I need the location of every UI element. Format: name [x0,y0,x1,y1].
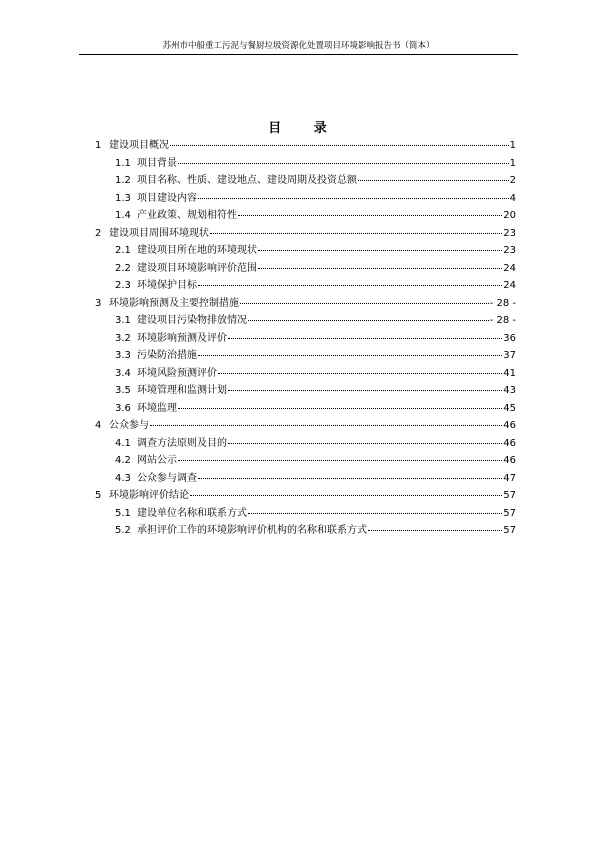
toc-entry[interactable] [95,295,516,313]
toc-dot-leader [210,233,502,234]
toc-entry-page: 46 [503,455,516,466]
toc-entry[interactable] [95,400,516,418]
toc-entry-page: 24 [503,262,516,274]
toc-entry[interactable] [95,505,516,523]
toc-entry-label: 网站公示 [137,455,177,466]
toc-entry-label: 产业政策、规划相符性 [137,210,237,221]
toc-entry-label: 建设项目概况 [109,140,169,151]
toc-dot-leader [368,530,502,531]
toc-entry-page: 46 [503,420,516,431]
toc-dot-leader [190,495,502,496]
toc-entry-number: 1.4 [115,210,131,221]
toc-entry-label: 建设项目周围环境现状 [109,227,209,239]
toc-entry[interactable] [95,470,516,488]
toc-title: 目 录 [268,121,341,136]
toc-entry[interactable] [95,190,516,208]
toc-entry-number: 1.1 [115,157,131,169]
toc-entry-number: 1.3 [115,192,131,204]
toc-entry[interactable] [95,365,516,383]
toc-entry-number: 4 [95,420,102,431]
toc-dot-leader [258,268,502,269]
toc-entry-number: 5 [95,490,102,501]
toc-dot-leader [178,163,509,164]
toc-entry-label: 环境影响评价结论 [109,490,189,501]
toc-entry[interactable] [95,417,516,435]
toc-entry[interactable] [95,260,516,278]
toc-dot-leader [358,180,509,181]
toc-entry-label: 环境监理 [137,402,177,414]
toc-entry-number: 1 [95,140,102,151]
toc-entry-number: 2.3 [115,280,131,291]
toc-entry-label: 项目名称、性质、建设地点、建设周期及投资总额 [137,175,357,186]
toc-entry-page: 1 [509,140,516,151]
toc-dot-leader [198,355,502,356]
toc-entry-number: 5.1 [115,507,131,519]
toc-entry-label: 调查方法原则及目的 [137,437,227,449]
toc-entry[interactable] [95,347,516,365]
toc-entry-page: 2 [509,175,516,186]
toc-entry[interactable] [95,242,516,260]
toc-entry-page: 47 [503,472,516,484]
toc-dot-leader [198,478,502,479]
toc-entry-label: 建设项目污染物排放情况 [137,315,247,326]
header-rule [79,54,518,55]
toc-entry[interactable] [95,155,516,173]
toc-entry-page: 1 [509,157,516,169]
toc-entry-number: 4.3 [115,472,131,484]
toc-entry[interactable] [95,207,516,225]
toc-entry-page: 20 [503,210,516,221]
toc-entry-label: 公众参与调查 [137,472,197,484]
toc-entry[interactable] [95,487,516,505]
toc-entry-page: 23 [503,227,516,239]
toc-entry-number: 3.4 [115,367,131,379]
toc-entry-number: 3 [95,297,102,309]
toc-dot-leader [150,425,502,426]
toc-entry-label: 项目背景 [137,157,177,169]
toc-entry[interactable] [95,452,516,470]
toc-entry-page: 43 [503,385,516,396]
toc-dot-leader [258,250,502,251]
toc-entry-number: 4.1 [115,437,131,449]
toc-entry-page: 57 [503,525,516,536]
toc-entry-page: - 28 - [489,297,516,309]
toc-entry-label: 公众参与 [109,420,149,431]
toc-entry-page: 41 [503,367,516,379]
toc-entry-number: 2 [95,227,102,239]
toc-entry-label: 建设项目环境影响评价范围 [137,262,257,274]
toc-entry-page: 36 [503,332,516,344]
toc-entry-label: 环境管理和监测计划 [137,385,227,396]
toc-entry[interactable] [95,330,516,348]
toc-entry-page: 57 [503,490,516,501]
toc-entry-label: 建设单位名称和联系方式 [137,507,247,519]
toc-entry-page: 57 [503,507,516,519]
toc-entry-page: - 28 - [489,315,516,326]
toc-dot-leader [240,303,489,304]
toc-dot-leader [178,460,502,461]
toc-entry[interactable] [95,137,516,155]
toc-dot-leader [198,285,502,286]
toc-dot-leader [248,513,502,514]
toc-entry-label: 污染防治措施 [137,350,197,361]
toc-entry-label: 环境影响预测及主要控制措施 [109,297,239,309]
toc-entry-number: 1.2 [115,175,131,186]
toc-entry[interactable] [95,435,516,453]
toc-entry-page: 23 [503,245,516,256]
toc-dot-leader [218,373,502,374]
table-of-contents [95,137,516,540]
toc-dot-leader [178,408,502,409]
toc-entry[interactable] [95,225,516,243]
toc-entry[interactable] [95,382,516,400]
toc-entry-label: 环境影响预测及评价 [137,332,227,344]
toc-entry-label: 环境风险预测评价 [137,367,217,379]
running-header: 苏州市中船重工污泥与餐厨垃圾资源化处置项目环境影响报告书（简本） [162,41,435,51]
toc-entry[interactable] [95,522,516,540]
toc-entry-page: 46 [503,437,516,449]
toc-entry-label: 项目建设内容 [137,192,197,204]
toc-entry-page: 45 [503,402,516,414]
toc-entry[interactable] [95,312,516,330]
toc-dot-leader [170,145,509,146]
toc-dot-leader [228,390,502,391]
toc-dot-leader [198,198,509,199]
toc-entry-number: 3.5 [115,385,131,396]
toc-entry-label: 承担评价工作的环境影响评价机构的名称和联系方式 [137,525,367,536]
toc-entry-number: 2.1 [115,245,131,256]
toc-entry-number: 3.6 [115,402,131,414]
toc-entry[interactable] [95,172,516,190]
toc-dot-leader [228,443,502,444]
toc-entry-number: 4.2 [115,455,131,466]
toc-dot-leader [238,215,502,216]
toc-entry[interactable] [95,277,516,295]
toc-entry-number: 5.2 [115,525,131,536]
toc-dot-leader [228,338,502,339]
toc-entry-label: 环境保护目标 [137,280,197,291]
toc-entry-page: 37 [503,350,516,361]
toc-entry-label: 建设项目所在地的环境现状 [137,245,257,256]
toc-entry-number: 3.1 [115,315,131,326]
toc-entry-number: 3.3 [115,350,131,361]
toc-entry-number: 3.2 [115,332,131,344]
toc-entry-number: 2.2 [115,262,131,274]
toc-entry-page: 4 [509,192,516,204]
toc-entry-page: 24 [503,280,516,291]
toc-dot-leader [248,320,489,321]
